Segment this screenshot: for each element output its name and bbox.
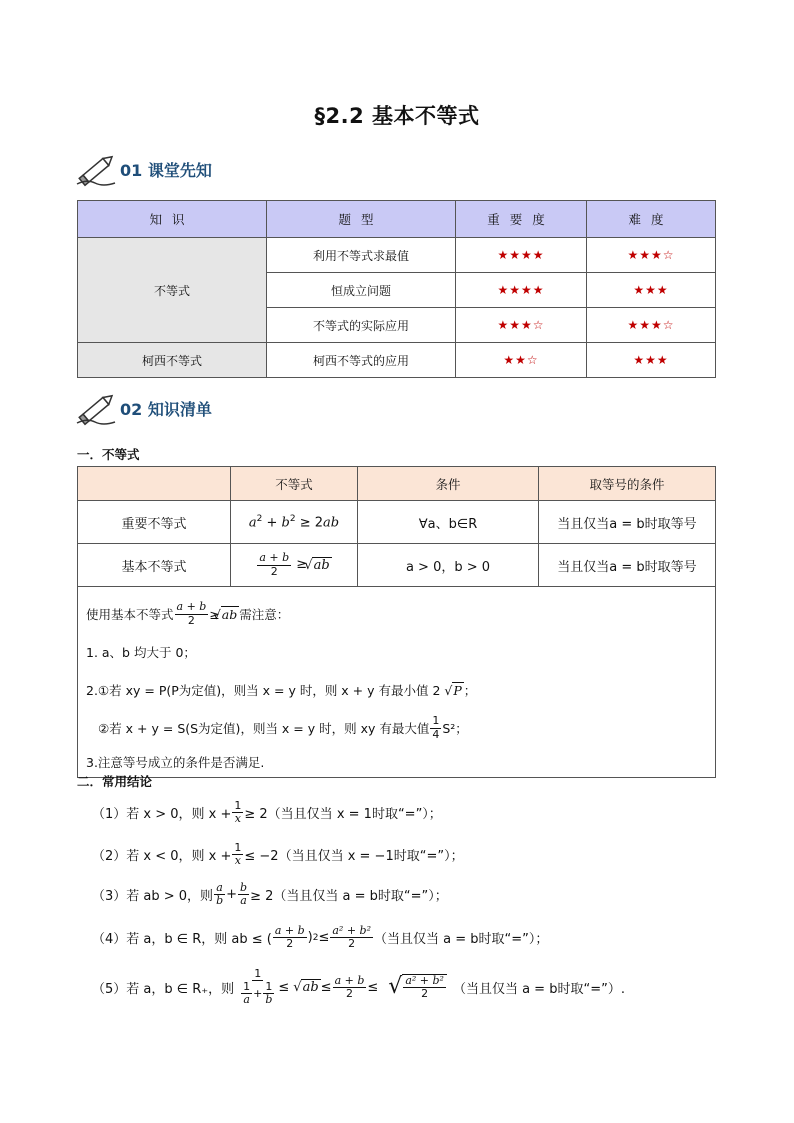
knowledge-group: 不等式 — [78, 238, 267, 343]
topic-cell: 柯西不等式的应用 — [267, 343, 456, 378]
col-header: 取等号的条件 — [539, 467, 716, 501]
conclusion-1: （1）若 x > 0，则 x + $\frac{1}{x}$ ≥ 2（当且仅当 x = 1时取“=”）； — [92, 799, 442, 826]
note-4: 3.注意等号成立的条件是否满足. — [86, 755, 265, 770]
note-1: 1. a、b 均大于 0； — [86, 645, 196, 660]
inequality-table — [77, 466, 716, 778]
knowledge-group: 柯西不等式 — [78, 343, 267, 378]
topic-cell: 恒成立问题 — [267, 273, 456, 308]
topic-cell: 利用不等式求最值 — [267, 238, 456, 273]
condition-cell: a > 0，b > 0 — [358, 544, 539, 587]
pencil-icon — [75, 389, 119, 429]
difficulty-stars: ★★★☆ — [587, 308, 716, 343]
col-header: 不等式 — [231, 467, 358, 501]
section-label: 02 知识清单 — [120, 400, 212, 419]
difficulty-stars: ★★★ — [587, 343, 716, 378]
page-title: §2.2 基本不等式 — [314, 104, 480, 128]
inequality-formula: $a^2 + b^2 \ge 2ab$ — [231, 501, 358, 544]
note-intro: 使用基本不等式 $\frac{a + b}{2}$ ≥ √ ab 需注意： — [86, 595, 715, 633]
pencil-icon — [75, 150, 119, 190]
row-name: 重要不等式 — [78, 501, 231, 544]
note-3: ②若 x + y = S(S为定值)，则当 x = y 时，则 xy 有最大值 $\frac{1}{4}$ S²； — [98, 714, 468, 741]
col-header: 难度 — [587, 201, 716, 238]
part2-heading: 二．常用结论 — [77, 774, 153, 789]
topic-cell: 不等式的实际应用 — [267, 308, 456, 343]
row-name: 基本不等式 — [78, 544, 231, 587]
conclusion-5: （5）若 a，b ∈ R₊，则 1 $\frac{1}{a}$ + $\frac{1}{b}$ ≤ √ ab ≤ $\frac{a + b}{2}$ ≤ √ $\frac{\text{a² + b²}}{2}$ （当且仅当 a = b时取“=”）. — [92, 968, 625, 1006]
conclusion-2: （2）若 x < 0，则 x + $\frac{1}{x}$ ≤ −2（当且仅当 x = −1时取“=”）； — [92, 841, 464, 868]
col-header: 题型 — [267, 201, 456, 238]
equality-cell: 当且仅当a = b时取等号 — [539, 544, 716, 587]
importance-stars: ★★★★ — [456, 273, 587, 308]
equality-cell: 当且仅当a = b时取等号 — [539, 501, 716, 544]
importance-stars: ★★★☆ — [456, 308, 587, 343]
importance-stars: ★★★★ — [456, 238, 587, 273]
conclusion-3: （3）若 ab > 0，则 $\frac{a}{b}$ + $\frac{b}{a}$ ≥ 2（当且仅当 a = b时取“=”）； — [92, 881, 448, 908]
part1-heading: 一．不等式 — [77, 447, 140, 462]
notes-cell — [78, 587, 716, 778]
col-header — [78, 467, 231, 501]
overview-table — [77, 200, 716, 378]
condition-cell: ∀a、b∈R — [358, 501, 539, 544]
section-label: 01 课堂先知 — [120, 161, 212, 180]
inequality-formula: $\frac{a + b}{2}$ ≥ √ ab — [231, 544, 358, 587]
note-2: 2.①若 xy = P(P为定值)，则当 x = y 时，则 x + y 有最小值 2 √ P ； — [86, 671, 715, 709]
importance-stars: ★★☆ — [456, 343, 587, 378]
difficulty-stars: ★★★☆ — [587, 238, 716, 273]
conclusion-4: （4）若 a，b ∈ R，则 ab ≤ ( $\frac{a + b}{2}$ ) 2 ≤ $\frac{\text{a² + b²}}{2}$ （当且仅当 a = b时取“=”）； — [92, 924, 549, 951]
col-header: 条件 — [358, 467, 539, 501]
difficulty-stars: ★★★ — [587, 273, 716, 308]
col-header: 重要度 — [456, 201, 587, 238]
col-header: 知识 — [78, 201, 267, 238]
